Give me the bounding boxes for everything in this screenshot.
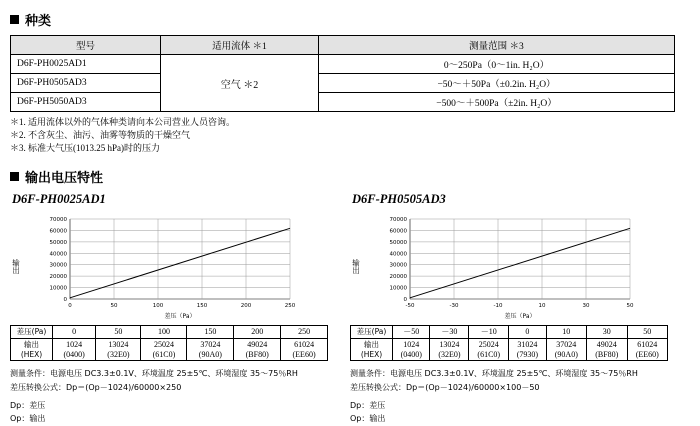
- svg-text:10: 10: [538, 303, 546, 310]
- cell-x: 50: [627, 326, 668, 339]
- row-header-output-sub: (HEX): [360, 349, 383, 359]
- charts-row: [10, 192, 690, 426]
- cell-x: 250: [281, 326, 328, 339]
- cell-x: 30: [587, 326, 627, 339]
- svg-text:10000: 10000: [49, 285, 67, 292]
- svg-text:-30: -30: [449, 303, 459, 310]
- chart-title-left: D6F-PH0025AD1: [12, 192, 106, 207]
- col-header-model: 型号: [11, 36, 161, 55]
- cell-output-hex: (BF80): [595, 349, 619, 359]
- cell-output: [187, 339, 234, 361]
- cell-output: [393, 339, 430, 361]
- cell-output-dec: 37024: [556, 340, 577, 350]
- cell-output: [469, 339, 509, 361]
- table-row: [11, 339, 328, 361]
- footnote-op: Op：输出: [10, 414, 46, 424]
- cell-output-hex: (0400): [63, 349, 85, 359]
- svg-text:20000: 20000: [389, 274, 407, 281]
- cell-output-dec: 13024: [439, 340, 460, 350]
- type-table: [10, 35, 675, 112]
- section-heading-voltage: [10, 167, 690, 186]
- svg-text:20000: 20000: [49, 274, 67, 281]
- svg-text:100: 100: [152, 303, 164, 310]
- graph-svg-right: [362, 211, 662, 321]
- type-table-notes: [10, 116, 690, 155]
- footnote-formula: 差压转换公式：Dp＝(Op－1024)/60000×250: [10, 382, 182, 392]
- cell-output-dec: 13024: [108, 340, 129, 350]
- cell-output: [234, 339, 281, 361]
- cell-output: [281, 339, 328, 361]
- table-row: [11, 55, 675, 74]
- table-row: [351, 326, 668, 339]
- chart-title-right: D6F-PH0505AD3: [352, 192, 446, 207]
- svg-text:70000: 70000: [49, 217, 67, 224]
- cell-output: [587, 339, 627, 361]
- svg-text:70000: 70000: [389, 217, 407, 224]
- cell-output-dec: 1024: [66, 340, 83, 350]
- cell-output: [430, 339, 469, 361]
- row-header-pressure: 差压(Pa): [11, 326, 53, 339]
- cell-output-hex: (32E0): [107, 349, 130, 359]
- svg-text:50000: 50000: [49, 240, 67, 247]
- cell-range: 0～250Pa（0～1in. H₂O）: [319, 55, 675, 74]
- cell-output-hex: (BF80): [245, 349, 269, 359]
- footnote-dp: Dp：差压: [10, 400, 46, 410]
- col-header-fluid: 适用流体 ＊1: [161, 36, 319, 55]
- cell-output-dec: 25024: [478, 340, 499, 350]
- svg-text:150: 150: [196, 303, 208, 310]
- cell-output-dec: 61024: [294, 340, 315, 350]
- svg-text:200: 200: [240, 303, 252, 310]
- cell-x: －50: [393, 326, 430, 339]
- cell-range: −500～＋500Pa（±2in. H₂O）: [319, 93, 675, 112]
- svg-text:50: 50: [110, 303, 118, 310]
- svg-text:0: 0: [403, 297, 407, 304]
- svg-text:差压（Pa）: 差压（Pa）: [504, 313, 536, 321]
- footnote-conditions: 测量条件：电源电压 DC3.3±0.1V、环境温度 25±5℃、环境湿度 35～75％RH: [10, 369, 298, 379]
- svg-text:250: 250: [284, 303, 296, 310]
- footnotes-right: [350, 367, 680, 425]
- svg-text:50000: 50000: [389, 240, 407, 247]
- svg-text:30000: 30000: [49, 262, 67, 269]
- cell-x: 0: [53, 326, 96, 339]
- svg-text:差压（Pa）: 差压（Pa）: [164, 313, 196, 321]
- cell-output-hex: (0400): [400, 349, 422, 359]
- svg-text:0: 0: [68, 303, 72, 310]
- svg-text:50: 50: [626, 303, 634, 310]
- svg-text:60000: 60000: [389, 228, 407, 235]
- row-header-output-sub: (HEX): [20, 349, 43, 359]
- cell-output-dec: 49024: [596, 340, 617, 350]
- graph-svg-left: [22, 211, 322, 321]
- svg-text:10000: 10000: [389, 285, 407, 292]
- cell-model: D6F-PH0025AD1: [11, 55, 161, 74]
- square-bullet-icon: [10, 172, 19, 181]
- cell-output-dec: 37024: [200, 340, 221, 350]
- table-row: [11, 74, 675, 93]
- note-2: ＊2. 不含灰尘、油污、油雾等物质的干燥空气: [10, 130, 191, 141]
- cell-x: 200: [234, 326, 281, 339]
- cell-x: 0: [509, 326, 546, 339]
- cell-output-hex: (7930): [516, 349, 539, 359]
- cell-output-hex: (90A0): [554, 349, 578, 359]
- cell-range: −50～＋50Pa（±0.2in. H₂O）: [319, 74, 675, 93]
- footnote-conditions: 测量条件：电源电压 DC3.3±0.1V、环境温度 25±5℃、环境湿度 35～75％RH: [350, 369, 638, 379]
- cell-x: －10: [469, 326, 509, 339]
- value-table-left: [10, 325, 328, 361]
- cell-output-dec: 49024: [247, 340, 268, 350]
- table-row: [11, 93, 675, 112]
- svg-text:40000: 40000: [389, 251, 407, 258]
- square-bullet-icon: [10, 15, 19, 24]
- cell-output-hex: (61C0): [152, 349, 176, 359]
- cell-model: D6F-PH0505AD3: [11, 74, 161, 93]
- row-header-output-main: 输出: [24, 340, 39, 350]
- col-header-range: 测量范围 ＊3: [319, 36, 675, 55]
- footnote-formula: 差压转换公式：Dp＝(Op－1024)/60000×100－50: [350, 382, 540, 392]
- svg-text:30000: 30000: [389, 262, 407, 269]
- footnote-op: Op：输出: [350, 414, 386, 424]
- row-header-output: [11, 339, 53, 361]
- svg-text:-10: -10: [493, 303, 503, 310]
- cell-x: 50: [96, 326, 141, 339]
- value-table-right: [350, 325, 668, 361]
- cell-output-hex: (32E0): [438, 349, 461, 359]
- cell-output-dec: 25024: [153, 340, 174, 350]
- cell-output-hex: (EE60): [292, 349, 316, 359]
- cell-x: －30: [430, 326, 469, 339]
- table-row: [11, 326, 328, 339]
- cell-x: 100: [141, 326, 187, 339]
- row-header-pressure: 差压(Pa): [351, 326, 393, 339]
- cell-output: [53, 339, 96, 361]
- graph-right: [350, 211, 680, 321]
- table-header-row: [11, 36, 675, 55]
- cell-x: 150: [187, 326, 234, 339]
- cell-output-hex: (EE60): [635, 349, 659, 359]
- svg-text:-50: -50: [405, 303, 415, 310]
- cell-x: 10: [546, 326, 586, 339]
- note-1: ＊1. 适用流体以外的气体种类请向本公司营业人员咨询。: [10, 117, 236, 127]
- cell-output: [509, 339, 546, 361]
- svg-text:60000: 60000: [49, 228, 67, 235]
- graph-left: [10, 211, 340, 321]
- cell-output: [96, 339, 141, 361]
- cell-output-dec: 61024: [637, 340, 658, 350]
- y-axis-label-right: 输出: [351, 258, 361, 274]
- row-header-output: [351, 339, 393, 361]
- svg-text:30: 30: [582, 303, 590, 310]
- svg-text:40000: 40000: [49, 251, 67, 258]
- cell-output: [546, 339, 586, 361]
- row-header-output-main: 输出: [364, 340, 379, 350]
- chart-column-left: [10, 192, 340, 426]
- section-heading-type-label: 种类: [25, 14, 52, 29]
- footnote-dp: Dp：差压: [350, 400, 386, 410]
- cell-fluid: 空气 ＊2: [161, 55, 319, 112]
- cell-output: [141, 339, 187, 361]
- y-axis-label-left: 输出: [11, 258, 21, 274]
- cell-output: [627, 339, 668, 361]
- note-3: ＊3. 标准大气压(1013.25 hPa)时的压力: [10, 143, 160, 154]
- footnotes-left: [10, 367, 340, 425]
- svg-text:0: 0: [63, 297, 67, 304]
- cell-output-hex: (90A0): [198, 349, 222, 359]
- chart-column-right: [350, 192, 680, 426]
- cell-output-dec: 31024: [517, 340, 538, 350]
- section-heading-voltage-label: 输出电压特性: [25, 171, 104, 187]
- cell-output-hex: (61C0): [477, 349, 501, 359]
- section-heading-type: [10, 10, 690, 29]
- cell-output-dec: 1024: [403, 340, 420, 350]
- cell-model: D6F-PH5050AD3: [11, 93, 161, 112]
- table-row: [351, 339, 668, 361]
